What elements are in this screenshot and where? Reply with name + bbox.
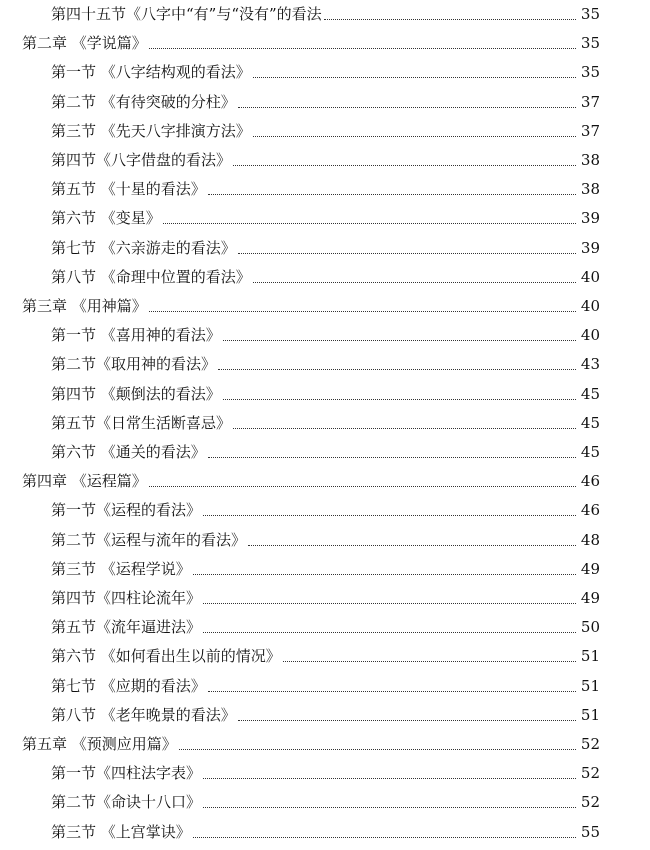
toc-section-entry[interactable] [0, 580, 650, 609]
toc-section-entry[interactable] [0, 522, 650, 551]
dot-leader [203, 778, 576, 779]
toc-page-number: 40 [580, 267, 600, 286]
toc-page-number: 38 [580, 151, 600, 169]
toc-page-number: 46 [580, 501, 600, 520]
toc-chapter-entry[interactable] [0, 463, 650, 492]
toc-chapter-entry[interactable] [0, 25, 650, 54]
toc-section-entry[interactable] [0, 84, 650, 113]
dot-leader [203, 515, 576, 516]
toc-section-entry[interactable] [0, 171, 650, 200]
toc-entry-title: 第一节《四柱法字表》 [51, 764, 202, 783]
toc-section-entry[interactable] [0, 0, 650, 25]
toc-page-number: 51 [580, 705, 600, 724]
toc-entry-title: 第七节 《应期的看法》 [51, 676, 206, 695]
toc-entry-title: 第三节 《先天八字排演方法》 [51, 121, 251, 140]
toc-section-entry[interactable] [0, 405, 650, 434]
toc-section-entry[interactable] [0, 434, 650, 463]
toc-entry-title: 第四章 《运程篇》 [22, 472, 147, 491]
toc-page-number: 52 [580, 764, 600, 783]
dot-leader [324, 19, 576, 20]
toc-page-number: 40 [580, 326, 600, 345]
toc-entry-title: 第四十五节《八字中“有”与“没有”的看法 [51, 5, 322, 23]
toc-chapter-entry[interactable] [0, 726, 650, 755]
toc-page-number: 40 [580, 297, 600, 315]
toc-page-number: 55 [580, 822, 600, 841]
dot-leader [193, 837, 576, 838]
dot-leader [233, 428, 576, 429]
toc-entry-title: 第三节 《运程学说》 [51, 559, 191, 578]
toc-entry-title: 第三节 《上宫掌诀》 [51, 822, 191, 841]
toc-page-number: 43 [580, 355, 600, 374]
toc-page-number: 35 [580, 34, 600, 53]
toc-section-entry[interactable] [0, 492, 650, 521]
toc-entry-title: 第三章 《用神篇》 [22, 297, 147, 315]
toc-section-entry[interactable] [0, 638, 650, 667]
toc-entry-title: 第一节 《喜用神的看法》 [51, 326, 221, 345]
toc-section-entry[interactable] [0, 54, 650, 83]
toc-entry-title: 第二节 《有待突破的分柱》 [51, 92, 236, 111]
dot-leader [208, 194, 576, 195]
toc-page-number: 39 [580, 209, 600, 228]
toc-entry-title: 第八节 《命理中位置的看法》 [51, 267, 251, 286]
dot-leader [193, 574, 576, 575]
dot-leader [283, 661, 576, 662]
dot-leader [203, 632, 576, 633]
toc-section-entry[interactable] [0, 814, 650, 843]
toc-section-entry[interactable] [0, 755, 650, 784]
toc-page-number: 50 [580, 618, 600, 637]
toc-page-number: 37 [580, 121, 600, 140]
toc-entry-title: 第二节《取用神的看法》 [51, 355, 217, 374]
toc-entry-title: 第四节《四柱论流年》 [51, 589, 202, 607]
toc-section-entry[interactable] [0, 346, 650, 375]
toc-entry-title: 第五章 《预测应用篇》 [22, 735, 177, 753]
toc-entry-title: 第二章 《学说篇》 [22, 34, 147, 53]
dot-leader [248, 545, 576, 546]
toc-page-number: 45 [580, 443, 600, 461]
toc-entry-title: 第一节《运程的看法》 [51, 501, 202, 520]
toc-page-number: 45 [580, 413, 600, 432]
toc-page-number: 51 [580, 676, 600, 695]
toc-section-entry[interactable] [0, 317, 650, 346]
toc-page-number: 49 [580, 589, 600, 607]
toc-section-entry[interactable] [0, 259, 650, 288]
toc-page-number: 46 [580, 472, 600, 491]
toc-entry-title: 第八节 《老年晚景的看法》 [51, 705, 236, 724]
toc-section-entry[interactable] [0, 551, 650, 580]
toc-section-entry[interactable] [0, 142, 650, 171]
dot-leader [149, 48, 576, 49]
dot-leader [223, 340, 576, 341]
toc-entry-title: 第七节 《六亲游走的看法》 [51, 238, 236, 257]
dot-leader [238, 253, 576, 254]
toc-entry-title: 第二节《命诀十八口》 [51, 793, 202, 812]
toc-section-entry[interactable] [0, 200, 650, 229]
toc-page-number: 48 [580, 530, 600, 549]
toc-entry-title: 第二节《运程与流年的看法》 [51, 530, 247, 549]
toc-section-entry[interactable] [0, 376, 650, 405]
dot-leader [203, 807, 576, 808]
toc-section-entry[interactable] [0, 113, 650, 142]
dot-leader [163, 223, 576, 224]
toc-entry-title: 第五节 《十星的看法》 [51, 180, 206, 199]
toc-page-number: 52 [580, 735, 600, 753]
dot-leader [233, 165, 576, 166]
toc-entry-title: 第六节 《通关的看法》 [51, 443, 206, 461]
dot-leader [253, 136, 576, 137]
toc-chapter-entry[interactable] [0, 288, 650, 317]
toc-page-number: 35 [580, 5, 600, 23]
dot-leader [238, 720, 576, 721]
toc-page-number: 38 [580, 180, 600, 199]
toc-section-entry[interactable] [0, 784, 650, 813]
toc-page-number: 52 [580, 793, 600, 812]
toc-section-entry[interactable] [0, 697, 650, 726]
dot-leader [208, 691, 576, 692]
toc-entry-title: 第五节《日常生活断喜忌》 [51, 413, 232, 432]
dot-leader [149, 486, 576, 487]
toc-section-entry[interactable] [0, 230, 650, 259]
dot-leader [253, 77, 576, 78]
dot-leader [253, 282, 576, 283]
dot-leader [203, 603, 576, 604]
dot-leader [238, 107, 576, 108]
dot-leader [149, 311, 576, 312]
toc-entry-title: 第五节《流年逼进法》 [51, 618, 202, 637]
toc-page-number: 37 [580, 92, 600, 111]
toc-page-number: 35 [580, 63, 600, 82]
toc-page-number: 49 [580, 559, 600, 578]
dot-leader [208, 457, 576, 458]
toc-page-number: 39 [580, 238, 600, 257]
toc-entry-title: 第一节 《八字结构观的看法》 [51, 63, 251, 82]
dot-leader [218, 369, 576, 370]
toc-page-number: 51 [580, 647, 600, 666]
toc-entry-title: 第四节 《颠倒法的看法》 [51, 384, 221, 403]
dot-leader [223, 399, 576, 400]
toc-section-entry[interactable] [0, 609, 650, 638]
toc-page-number: 45 [580, 384, 600, 403]
toc-entry-title: 第六节 《变星》 [51, 209, 161, 228]
toc-entry-title: 第四节《八字借盘的看法》 [51, 151, 232, 169]
toc-section-entry[interactable] [0, 668, 650, 697]
toc-entry-title: 第六节 《如何看出生以前的情况》 [51, 647, 281, 666]
dot-leader [179, 749, 576, 750]
